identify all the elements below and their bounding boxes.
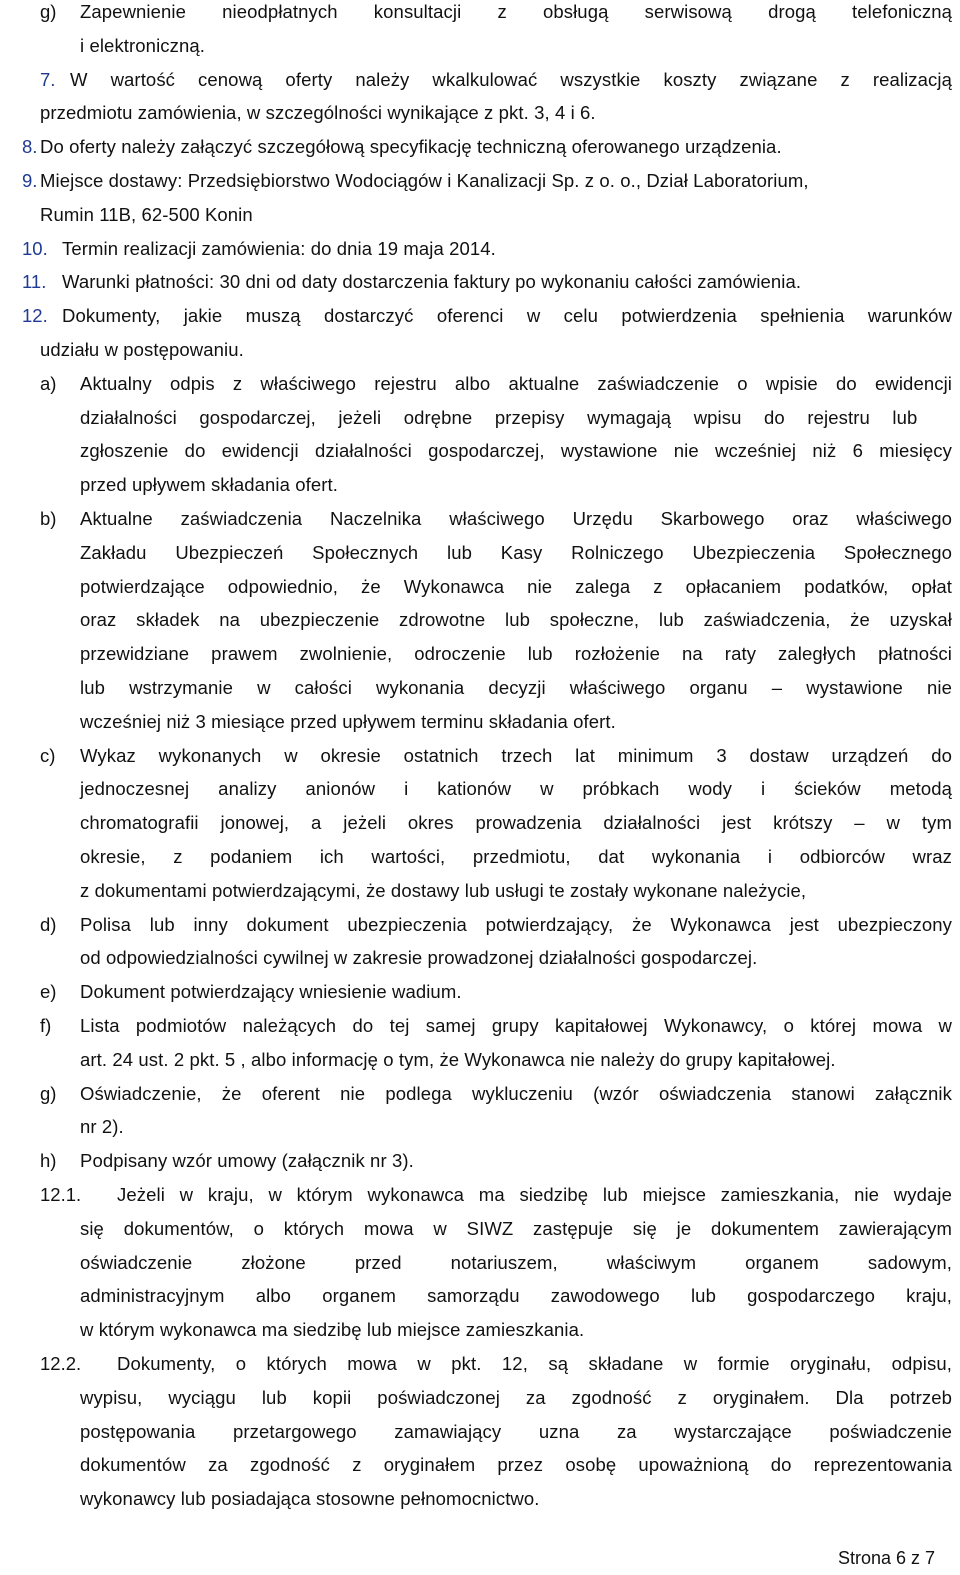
text-line: Jeżeli w kraju, w którym wykonawca ma siedzibę lub miejsce zamieszkania, nie wydaje (117, 1184, 952, 1205)
text-line: oświadczenie złożone przed notariuszem, właściwym organem sadowym, (80, 1251, 952, 1273)
text-line: Do oferty należy załączyć szczegółową specyfikację techniczną oferowanego urządzenia. (40, 136, 782, 158)
item-label: 12.1. (40, 1184, 82, 1205)
text-line: lub wstrzymanie w całości wykonania decyzji właściwego organu – wystawione nie (80, 677, 952, 698)
item-label: d) (40, 913, 57, 935)
text-line: w którym wykonawca ma siedzibę lub miejsce zamieszkania. (80, 1319, 585, 1341)
text-line: przedmiotu zamówienia, w szczególności wynikające z pkt. 3, 4 i 6. (40, 102, 596, 124)
text-line: Rumin 11B, 62-500 Konin (40, 203, 253, 225)
text-line: administracyjnym albo organem samorządu zawodowego lub gospodarczego kraju, (80, 1285, 952, 1307)
item-label: f) (40, 1015, 52, 1036)
text-line: wcześniej niż 3 miesiące przed upływem terminu składania ofert. (80, 710, 616, 732)
text-line: zgłoszenie do ewidencji działalności gospodarczej, wystawione nie wcześniej niż 6 miesięcy (80, 440, 952, 462)
text-line: Dokumenty, o których mowa w pkt. 12, są składane w formie oryginału, odpisu, (117, 1353, 952, 1374)
text-line: potwierdzające odpowiednio, że Wykonawca nie zalega z opłacaniem podatków, opłat (80, 575, 952, 597)
text-line: Lista podmiotów należących do tej samej grupy kapitałowej Wykonawcy, o której mowa w (80, 1015, 952, 1036)
text-line: udziału w postępowaniu. (40, 339, 244, 360)
text-line: wypisu, wyciągu lub kopii poświadczonej za zgodność z oryginałem. Dla potrzeb (80, 1386, 952, 1408)
text-line: działalności gospodarczej, jeżeli odrębne przepisy wymagają wpisu do rejestru lub (80, 406, 918, 428)
item-label: h) (40, 1150, 57, 1172)
text-line: Aktualne zaświadczenia Naczelnika właściwego Urzędu Skarbowego oraz właściwego (80, 508, 952, 529)
text-line: nr 2). (80, 1116, 124, 1138)
text-line: okresie, z podaniem ich wartości, przedmiotu, dat wykonania i odbiorców wraz (80, 846, 952, 867)
text-line: Zakładu Ubezpieczeń Społecznych lub Kasy Rolniczego Ubezpieczenia Społecznego (80, 541, 952, 563)
item-label: c) (40, 744, 56, 766)
text-line: od odpowiedzialności cywilnej w zakresie prowadzonej działalności gospodarczej. (80, 947, 758, 969)
text-line: i elektroniczną. (80, 34, 205, 56)
item-label: 12.2. (40, 1353, 82, 1374)
text-line: przed upływem składania ofert. (80, 474, 339, 496)
item-label: g) (40, 1, 57, 22)
item-label: 7. (40, 68, 56, 90)
item-label: a) (40, 372, 57, 394)
item-label: b) (40, 508, 57, 529)
item-label: 10. (22, 237, 48, 259)
text-line: Dokumenty, jakie muszą dostarczyć oferenci w celu potwierdzenia spełnienia warunków (62, 305, 952, 327)
text-line: Podpisany wzór umowy (załącznik nr 3). (80, 1150, 414, 1172)
text-line: Wykaz wykonanych w okresie ostatnich trzech lat minimum 3 dostaw urządzeń do (80, 744, 952, 766)
text-line: wykonawcy lub posiadająca stosowne pełnomocnictwo. (80, 1488, 540, 1510)
text-line: Polisa lub inny dokument ubezpieczenia potwierdzający, że Wykonawca jest ubezpieczony (80, 913, 952, 935)
text-line: Miejsce dostawy: Przedsiębiorstwo Wodociągów i Kanalizacji Sp. z o. o., Dział Laboratorium, (40, 170, 809, 191)
item-label: 8. (22, 136, 38, 158)
text-line: Aktualny odpis z właściwego rejestru albo aktualne zaświadczenie o wpisie do ewidencji (80, 372, 952, 394)
text-line: przewidziane prawem zwolnienie, odroczenie lub rozłożenie na raty zaległych płatności (80, 643, 952, 665)
item-label: e) (40, 981, 57, 1003)
item-label: 12. (22, 305, 48, 327)
text-line: postępowania przetargowego zamawiający uzna za wystarczające poświadczenie (80, 1420, 952, 1442)
text-line: się dokumentów, o których mowa w SIWZ zastępuje się je dokumentem zawierającym (80, 1217, 952, 1239)
text-line: art. 24 ust. 2 pkt. 5 , albo informację o tym, że Wykonawca nie należy do grupy kapitałowej. (80, 1048, 836, 1070)
item-label: g) (40, 1082, 57, 1104)
text-line: W wartość cenową oferty należy wkalkulować wszystkie koszty związane z realizacją (70, 68, 952, 90)
text-line: Dokument potwierdzający wniesienie wadium. (80, 981, 462, 1003)
item-label: 11. (22, 271, 47, 293)
text-line: oraz składek na ubezpieczenie zdrowotne lub społeczne, lub zaświadczenia, że uzyskał (80, 609, 952, 631)
text-line: Warunki płatności: 30 dni od daty dostarczenia faktury po wykonaniu całości zamówienia. (62, 271, 802, 293)
item-label: 9. (22, 170, 38, 191)
text-line: dokumentów za zgodność z oryginałem przez osobę upoważnioną do reprezentowania (80, 1454, 952, 1476)
page-number: Strona 6 z 7 (838, 1548, 936, 1568)
text-line: Termin realizacji zamówienia: do dnia 19 maja 2014. (62, 237, 496, 259)
text-line: z dokumentami potwierdzającymi, że dostawy lub usługi te zostały wykonane należycie, (80, 879, 807, 901)
text-line: Zapewnienie nieodpłatnych konsultacji z obsługą serwisową drogą telefoniczną (80, 1, 952, 22)
text-line: chromatografii jonowej, a jeżeli okres prowadzenia działalności jest krótszy – w tym (80, 812, 952, 834)
text-line: jednoczesnej analizy anionów i kationów w próbkach wody i ścieków metodą (80, 778, 952, 800)
text-line: Oświadczenie, że oferent nie podlega wykluczeniu (wzór oświadczenia stanowi załącznik (80, 1082, 952, 1104)
